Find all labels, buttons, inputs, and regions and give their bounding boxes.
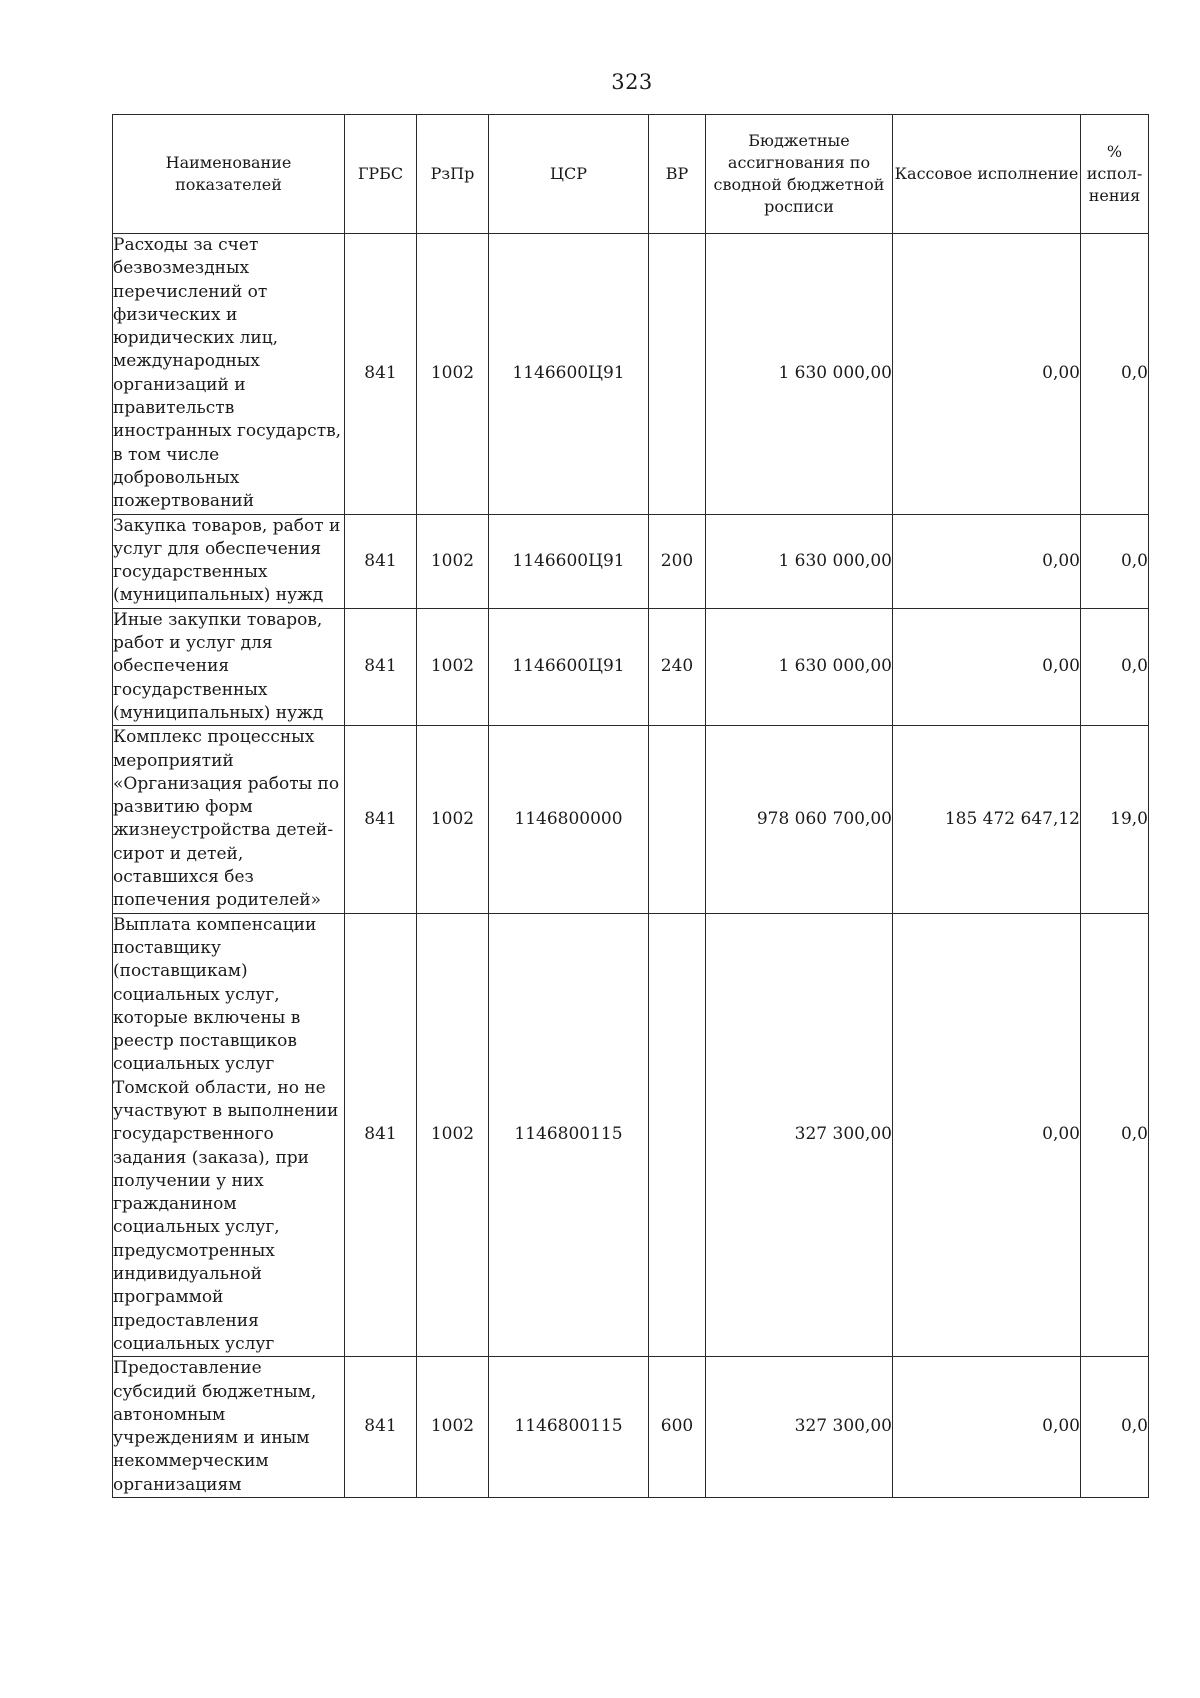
table-row bbox=[113, 234, 1149, 515]
row-cash: 185 472 647,12 bbox=[893, 726, 1081, 913]
row-vr bbox=[649, 234, 706, 515]
row-csr: 1146800115 bbox=[489, 913, 649, 1357]
header-pct: % испол-нения bbox=[1081, 115, 1149, 234]
row-grbs: 841 bbox=[345, 726, 417, 913]
row-budget: 1 630 000,00 bbox=[706, 514, 893, 608]
table-body bbox=[113, 234, 1149, 1498]
row-budget: 327 300,00 bbox=[706, 913, 893, 1357]
budget-execution-table bbox=[112, 114, 1149, 1498]
row-vr: 600 bbox=[649, 1357, 706, 1498]
row-rzpr: 1002 bbox=[417, 514, 489, 608]
header-grbs: ГРБС bbox=[345, 115, 417, 234]
row-grbs: 841 bbox=[345, 1357, 417, 1498]
row-rzpr: 1002 bbox=[417, 913, 489, 1357]
row-cash: 0,00 bbox=[893, 234, 1081, 515]
row-csr: 1146800000 bbox=[489, 726, 649, 913]
row-grbs: 841 bbox=[345, 514, 417, 608]
row-vr bbox=[649, 913, 706, 1357]
header-csr: ЦСР bbox=[489, 115, 649, 234]
row-rzpr: 1002 bbox=[417, 234, 489, 515]
row-pct: 0,0 bbox=[1081, 1357, 1149, 1498]
table-header bbox=[113, 115, 1149, 234]
row-budget: 1 630 000,00 bbox=[706, 608, 893, 725]
row-rzpr: 1002 bbox=[417, 608, 489, 725]
table-row bbox=[113, 913, 1149, 1357]
row-rzpr: 1002 bbox=[417, 726, 489, 913]
row-vr bbox=[649, 726, 706, 913]
row-csr: 1146800115 bbox=[489, 1357, 649, 1498]
row-csr: 1146600Ц91 bbox=[489, 514, 649, 608]
row-csr: 1146600Ц91 bbox=[489, 608, 649, 725]
row-cash: 0,00 bbox=[893, 1357, 1081, 1498]
row-pct: 0,0 bbox=[1081, 514, 1149, 608]
row-budget: 978 060 700,00 bbox=[706, 726, 893, 913]
row-pct: 0,0 bbox=[1081, 234, 1149, 515]
header-row bbox=[113, 115, 1149, 234]
row-name: Расходы за счет безвозмездных перечислений от физических и юридических лиц, международных организаций и правительств иностранных государств, в том числе добровольных пожертвований bbox=[113, 234, 345, 515]
row-pct: 0,0 bbox=[1081, 913, 1149, 1357]
row-cash: 0,00 bbox=[893, 913, 1081, 1357]
row-budget: 1 630 000,00 bbox=[706, 234, 893, 515]
table-row bbox=[113, 726, 1149, 913]
row-budget: 327 300,00 bbox=[706, 1357, 893, 1498]
row-name: Иные закупки товаров, работ и услуг для обеспечения государственных (муниципальных) нужд bbox=[113, 608, 345, 725]
table-row bbox=[113, 514, 1149, 608]
row-pct: 19,0 bbox=[1081, 726, 1149, 913]
row-vr: 240 bbox=[649, 608, 706, 725]
row-csr: 1146600Ц91 bbox=[489, 234, 649, 515]
row-pct: 0,0 bbox=[1081, 608, 1149, 725]
row-name: Выплата компенсации поставщику (поставщикам) социальных услуг, которые включены в реестр поставщиков социальных услуг Томской области, но не участвуют в выполнении государственного задания (заказа), при получении у них гражданином социальных услуг, предусмотренных индивидуальной программой предоставления социальных услуг bbox=[113, 913, 345, 1357]
header-vr: ВР bbox=[649, 115, 706, 234]
row-grbs: 841 bbox=[345, 608, 417, 725]
header-rzpr: РзПр bbox=[417, 115, 489, 234]
page-number: 323 bbox=[611, 70, 653, 94]
table-row bbox=[113, 608, 1149, 725]
header-cash: Кассовое исполнение bbox=[893, 115, 1081, 234]
row-rzpr: 1002 bbox=[417, 1357, 489, 1498]
row-cash: 0,00 bbox=[893, 514, 1081, 608]
header-name: Наименование показателей bbox=[113, 115, 345, 234]
row-name: Закупка товаров, работ и услуг для обеспечения государственных (муниципальных) нужд bbox=[113, 514, 345, 608]
row-grbs: 841 bbox=[345, 913, 417, 1357]
row-grbs: 841 bbox=[345, 234, 417, 515]
header-budget: Бюджетные ассигнования по сводной бюджетной росписи bbox=[706, 115, 893, 234]
row-cash: 0,00 bbox=[893, 608, 1081, 725]
row-vr: 200 bbox=[649, 514, 706, 608]
row-name: Предоставление субсидий бюджетным, автономным учреждениям и иным некоммерческим организациям bbox=[113, 1357, 345, 1498]
row-name: Комплекс процессных мероприятий «Организация работы по развитию форм жизнеустройства детей-сирот и детей, оставшихся без попечения родителей» bbox=[113, 726, 345, 913]
table-row bbox=[113, 1357, 1149, 1498]
